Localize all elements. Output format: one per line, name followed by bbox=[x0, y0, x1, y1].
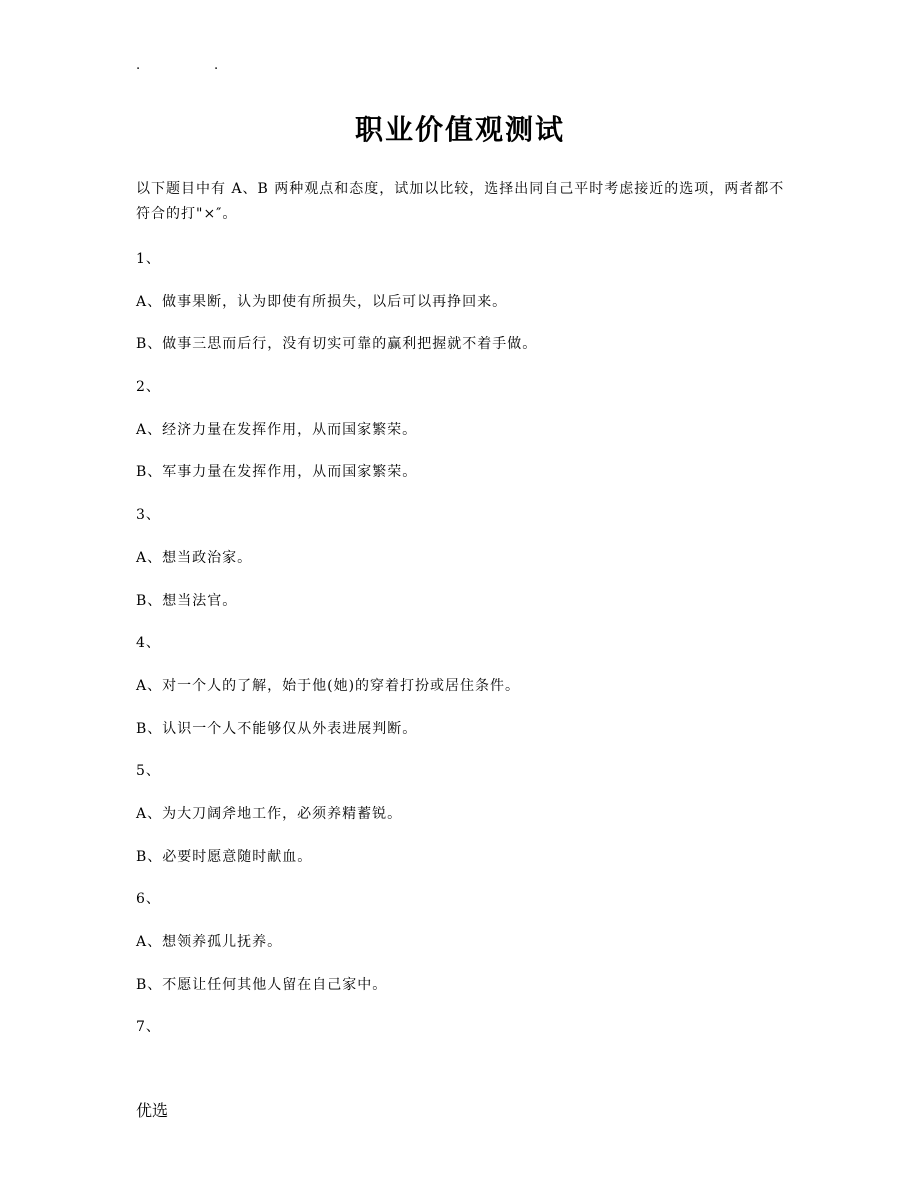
question-number: 2、 bbox=[136, 379, 161, 396]
option-a: A、想领养孤儿抚养。 bbox=[136, 934, 283, 950]
option-a: A、经济力量在发挥作用，从而国家繁荣。 bbox=[136, 421, 418, 438]
option-b: B、想当法官。 bbox=[136, 592, 238, 609]
question-4 bbox=[136, 633, 786, 761]
question-1 bbox=[136, 249, 786, 377]
question-number: 5、 bbox=[136, 763, 161, 780]
question-number: 4、 bbox=[136, 635, 161, 652]
question-6 bbox=[136, 889, 786, 1017]
option-a: A、想当政治家。 bbox=[136, 549, 253, 566]
question-number: 3、 bbox=[136, 507, 161, 524]
header-dot-right: . bbox=[214, 58, 219, 73]
question-3 bbox=[136, 505, 786, 633]
option-b: B、认识一个人不能够仅从外表进展判断。 bbox=[136, 720, 418, 737]
intro-paragraph: 以下题目中有 A、B 两种观点和态度，试加以比较，选择出同自己平时考虑接近的选项，两者都不符合的打"×″。 bbox=[136, 181, 785, 222]
option-b: B、必要时愿意随时献血。 bbox=[136, 848, 313, 865]
page-title: 职业价值观测试 bbox=[354, 113, 565, 146]
option-a: A、做事果断，认为即使有所损失，以后可以再挣回来。 bbox=[136, 293, 508, 310]
option-a: A、对一个人的了解，始于他(她)的穿着打扮或居住条件。 bbox=[136, 677, 521, 694]
option-b: B、军事力量在发挥作用，从而国家繁荣。 bbox=[136, 464, 418, 481]
question-number: 6、 bbox=[136, 891, 161, 908]
question-list bbox=[136, 249, 786, 1060]
footer-text: 优选 bbox=[136, 1101, 169, 1120]
option-b: B、不愿让任何其他人留在自己家中。 bbox=[136, 976, 388, 993]
question-7-number: 7、 bbox=[136, 1019, 161, 1036]
question-5 bbox=[136, 761, 786, 889]
option-b: B、做事三思而后行，没有切实可靠的赢利把握就不着手做。 bbox=[136, 336, 538, 353]
header-dot-left: . bbox=[136, 58, 141, 73]
question-number: 1、 bbox=[136, 251, 161, 267]
option-a: A、为大刀阔斧地工作，必须养精蓄锐。 bbox=[136, 805, 403, 822]
question-2 bbox=[136, 377, 786, 505]
